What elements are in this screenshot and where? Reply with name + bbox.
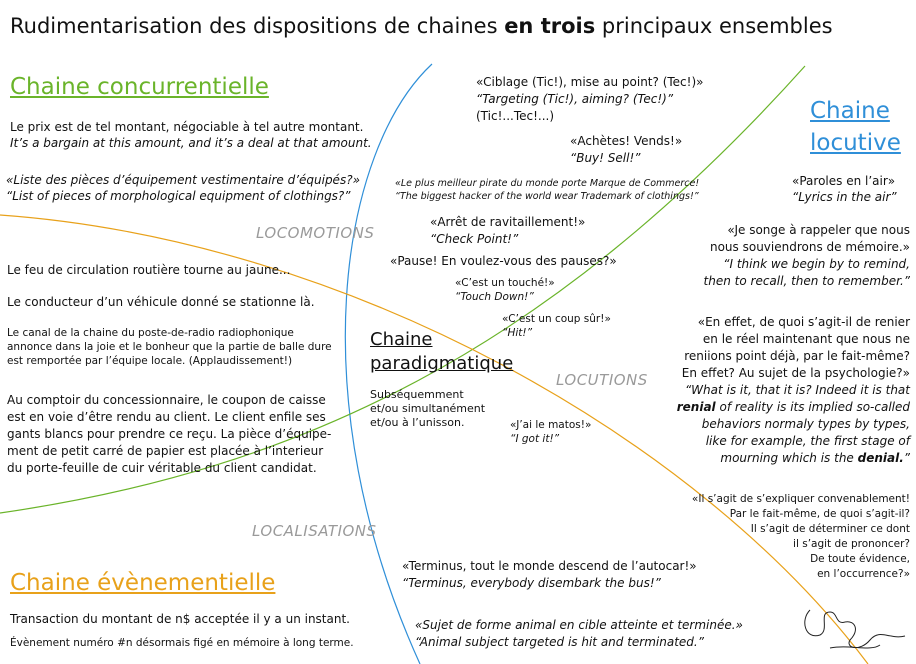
ciblage-en: “Targeting (Tic!), aiming? (Tec!)” <box>476 92 674 106</box>
comptoir-line: ment de petit carré de papier est placée à l’interieur <box>7 444 324 458</box>
title-bold: en trois <box>504 14 596 38</box>
terminus-en: “Terminus, everybody disembark the bus!” <box>402 576 661 590</box>
ciblage-tail: (Tic!...Tec!...) <box>476 109 555 123</box>
arret-fr: «Arrêt de ravitaillement!» <box>430 215 586 229</box>
terminus-fr: «Terminus, tout le monde descend de l’autocar!» <box>402 559 697 573</box>
heading-evenementielle: Chaine évènementielle <box>10 570 276 596</box>
label-locutions: LOCUTIONS <box>556 371 648 389</box>
achetes-quote <box>570 133 682 167</box>
page-title <box>10 14 833 38</box>
feu-text: Le feu de circulation routière tourne au jaune... <box>7 263 291 277</box>
effet-en-line: “What is it, that it is? Indeed it is that <box>684 383 910 397</box>
effet-fr-line: «En effet, de quoi s’agit-il de renier <box>697 315 910 329</box>
achetes-fr: «Achètes! Vends!» <box>570 134 683 148</box>
touche-fr: «C’est un touché!» <box>455 277 555 289</box>
matos-en: “I got it!” <box>510 433 560 445</box>
pause-quote: «Pause! En voulez-vous des pauses?» <box>390 254 617 268</box>
pirate-fr: «Le plus meilleur pirate du monde porte Marque de Commerce! <box>395 178 700 189</box>
effet-en-post: ” <box>903 451 910 465</box>
paradigmatique-sub-line: et/ou à l’unisson. <box>370 416 465 429</box>
liste-quote-en: “List of pieces of morphological equipment of clothings?” <box>6 189 351 203</box>
agit-line: Par le fait-même, de quoi s’agit-il? <box>729 508 910 520</box>
paradigmatique-sub-line: Subséquemment <box>370 388 464 401</box>
agit-line: Il s’agit de déterminer ce dont <box>750 523 910 535</box>
liste-quote-fr: «Liste des pièces d’équipement vestimentaire d’équipés?» <box>6 173 360 187</box>
effet-fr-line: En effet? Au sujet de la psychologie?» <box>681 366 910 380</box>
comptoir-line: gants blancs pour prendre ce reçu. La pièce d’équipe- <box>7 427 332 441</box>
arret-quote <box>430 214 585 248</box>
songe-en-line: “I think we begin by to remind, <box>723 257 910 271</box>
coup-fr: «C’est un coup sûr!» <box>502 313 611 325</box>
locutive-heading-1: Chaine <box>810 98 890 124</box>
songe-fr-line: «Je songe à rappeler que nous <box>727 223 910 237</box>
conducteur-text: Le conducteur d’un véhicule donné se stationne là. <box>7 295 315 309</box>
concurrentielle-fr: Le prix est de tel montant, négociable à tel autre montant. <box>10 120 364 134</box>
coup-quote <box>502 312 611 340</box>
ciblage-quote <box>476 74 703 125</box>
effet-en-line: like for example, the first stage of <box>705 434 910 448</box>
comptoir-line: est en voie d’être rendu au client. Le client enfile ses <box>7 410 326 424</box>
canal-line: est remportée par l’équipe locale. (Applaudissement!) <box>7 355 293 367</box>
paradigmatique-heading-1: Chaine <box>370 329 433 350</box>
effet-en-line <box>677 450 910 467</box>
title-post: principaux ensembles <box>595 14 833 38</box>
canal-line: annonce dans la joie et le bonheur que la partie de balle dure <box>7 341 332 353</box>
heading-paradigmatique <box>370 328 513 376</box>
effet-en-line <box>677 399 910 416</box>
coup-en: “Hit!” <box>502 327 533 339</box>
songe-quote <box>704 222 910 290</box>
comptoir-text <box>7 392 331 477</box>
songe-en-line: then to recall, then to remember.” <box>703 274 910 288</box>
sujet-quote <box>415 617 743 651</box>
agit-line: «Il s’agit de s’expliquer convenablement! <box>691 493 910 505</box>
evenementielle-t1: Transaction du montant de n$ acceptée il y a un instant. <box>10 612 350 626</box>
sujet-en: “Animal subject targeted is hit and terminated.” <box>415 635 704 649</box>
effet-en-line: behaviors normaly types by types, <box>701 417 910 431</box>
agit-line: De toute évidence, <box>810 553 910 565</box>
heading-concurrentielle: Chaine concurrentielle <box>10 74 269 100</box>
paroles-fr: «Paroles en l’air» <box>792 174 896 188</box>
ciblage-fr: «Ciblage (Tic!), mise au point? (Tec!)» <box>476 75 704 89</box>
title-pre: Rudimentarisation des dispositions de chaines <box>10 14 505 38</box>
agit-quote <box>692 492 910 582</box>
pirate-quote <box>395 177 699 203</box>
effet-fr-line: reniions point déjà, par le fait-même? <box>684 349 910 363</box>
pirate-en: “The biggest hacker of the world wear Trademark of clothings!” <box>395 191 699 202</box>
locutive-heading-2: locutive <box>810 130 901 156</box>
arret-en: “Check Point!” <box>430 232 519 246</box>
agit-line: il s’agit de prononcer? <box>793 538 910 550</box>
concurrentielle-en: It’s a bargain at this amount, and it’s a deal at that amount. <box>10 136 372 150</box>
paroles-en: “Lyrics in the air” <box>792 190 897 204</box>
songe-fr-line: nous souviendrons de mémoire.» <box>709 240 910 254</box>
terminus-quote <box>402 558 697 592</box>
agit-line: en l’occurrence?» <box>817 568 910 580</box>
matos-quote <box>510 418 591 446</box>
paradigmatique-sub <box>370 388 485 430</box>
paroles-quote <box>792 173 897 205</box>
touche-en: “Touch Down!” <box>455 291 534 303</box>
label-locomotions: LOCOMOTIONS <box>256 224 375 242</box>
denial-bold: denial. <box>857 451 904 465</box>
paradigmatique-sub-line: et/ou simultanément <box>370 402 486 415</box>
label-localisations: LOCALISATIONS <box>252 522 377 540</box>
touche-quote <box>455 276 555 304</box>
effet-quote <box>677 314 910 467</box>
comptoir-line: du porte-feuille de cuir véritable du client candidat. <box>7 461 317 475</box>
heading-locutive <box>810 95 901 159</box>
canal-text <box>7 326 332 368</box>
sujet-fr: «Sujet de forme animal en cible atteinte et terminée.» <box>415 618 743 632</box>
effet-fr-line: en le réel maintenant que nous ne <box>702 332 910 346</box>
comptoir-line: Au comptoir du concessionnaire, le coupon de caisse <box>7 393 326 407</box>
effet-en-pre: mourning which is the <box>720 451 858 465</box>
canal-line: Le canal de la chaine du poste-de-radio radiophonique <box>7 327 294 339</box>
signature <box>805 610 905 648</box>
matos-fr: «J’ai le matos!» <box>510 419 592 431</box>
renial-bold: renial <box>676 400 716 414</box>
paradigmatique-heading-2: paradigmatique <box>370 353 514 374</box>
evenementielle-t2: Évènement numéro #n désormais figé en mémoire à long terme. <box>10 637 354 649</box>
achetes-en: “Buy! Sell!” <box>570 151 641 165</box>
effet-en-rest: of reality is its implied so-called <box>715 400 910 414</box>
